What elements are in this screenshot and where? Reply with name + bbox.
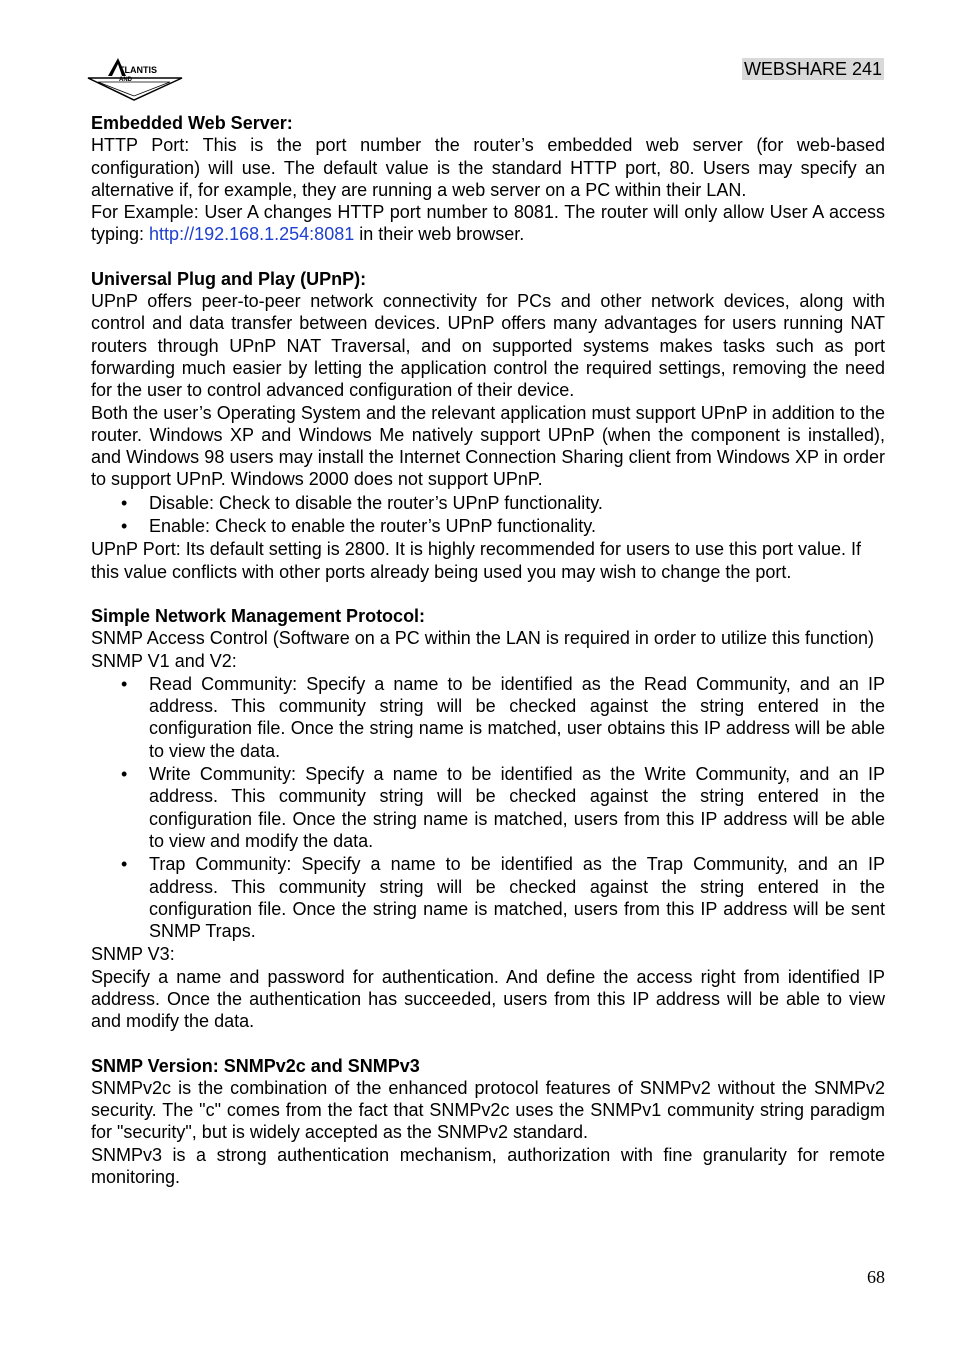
bullet-icon: • (121, 516, 128, 537)
section-heading-web-server: Embedded Web Server: (91, 113, 293, 133)
bullet-icon: • (121, 673, 128, 694)
list-item (91, 853, 885, 942)
list-item (91, 515, 885, 537)
list-item (91, 492, 885, 514)
paragraph: Specify a name and password for authentication. And define the access right from identified IP address. Once the authentication has succeeded, users from this IP address will be able to view and modify the data. (91, 966, 885, 1032)
list-item-text: Disable: Check to disable the router’s UPnP functionality. (149, 492, 603, 513)
bullet-icon: • (121, 854, 128, 875)
paragraph (91, 201, 885, 246)
paragraph: HTTP Port: This is the port number the router’s embedded web server (for web-based configuration) will use. The default value is the standard HTTP port, 80. Users may specify an alternative if, for example, they are running a web server on a PC within their LAN. (91, 135, 885, 200)
section-heading-upnp: Universal Plug and Play (UPnP): (91, 268, 367, 289)
list-item-text: Enable: Check to enable the router’s UPnP functionality. (149, 516, 596, 537)
text-run: For Example: User A changes HTTP port number to 8081. The router will only allow User A access typing: (91, 202, 885, 245)
page-number: 68 (867, 1267, 885, 1287)
paragraph: UPnP offers peer-to-peer network connectivity for PCs and other network devices, along with control and data transfer between devices. UPnP offers many advantages for users running NAT routers through UPnP NAT Traversal, and on supported systems makes tasks such as port forwarding much easier by letting the application control the required settings, removing the need for the user to control advanced configuration of their device. (91, 291, 885, 401)
svg-text:AND: AND (119, 77, 132, 83)
atlantis-land-logo (86, 54, 186, 102)
svg-text:TLANTIS: TLANTIS (119, 65, 157, 75)
upnp-options-list (91, 492, 885, 538)
list-item (91, 763, 885, 852)
bullet-icon: • (121, 764, 128, 785)
list-item-text: Read Community: Specify a name to be identified as the Read Community, and an IP address. This community string will be checked against the string entered in the configuration file. Once the string name is matched, user obtains this IP address will be able to view the data. (149, 673, 885, 761)
paragraph: SNMP Access Control (Software on a PC within the LAN is required in order to utilize this function) (91, 628, 875, 649)
list-item (91, 673, 885, 762)
list-item-text: Write Community: Specify a name to be identified as the Write Community, and an IP address. This community string will be checked against the string entered in the configuration file. Once the string name is matched, users from this IP address will be able to view and modify the data. (149, 764, 885, 851)
section-heading-snmp: Simple Network Management Protocol: (91, 605, 426, 626)
snmp-community-list (91, 673, 885, 943)
paragraph: SNMP V3: (91, 944, 175, 965)
product-name: WEBSHARE 241 (743, 59, 882, 79)
paragraph: UPnP Port: Its default setting is 2800. It is highly recommended for users to use this port value. If this value conflicts with other ports already being used you may wish to change the port. (91, 539, 862, 582)
text-run: in their web browser. (354, 224, 525, 245)
paragraph: SNMP V1 and V2: (91, 650, 237, 671)
document-body (91, 112, 885, 1188)
paragraph: SNMPv2c is the combination of the enhanced protocol features of SNMPv2 without the SNMPv2 security. The "c" comes from the fact that SNMPv2c uses the SNMPv1 community string paradigm for "security", but is widely accepted as the SNMPv2 standard. (91, 1077, 885, 1143)
paragraph: SNMPv3 is a strong authentication mechanism, authorization with fine granularity for remote monitoring. (91, 1144, 885, 1188)
list-item-text: Trap Community: Specify a name to be identified as the Trap Community, and an IP address. This community string will be checked against the string entered in the configuration file. Once the string name is matched, users from this IP address will be sent SNMP Traps. (149, 854, 885, 942)
paragraph: Both the user’s Operating System and the relevant application must support UPnP in addition to the router. Windows XP and Windows Me natively support UPnP (when the component is installed), and Windows 98 users may install the Internet Connection Sharing client from Windows XP in order to support UPnP. Windows 2000 does not support UPnP. (91, 402, 885, 490)
bullet-icon: • (121, 492, 128, 513)
section-heading-snmp-version: SNMP Version: SNMPv2c and SNMPv3 (91, 1055, 420, 1076)
example-url-link[interactable]: http://192.168.1.254:8081 (149, 224, 355, 245)
